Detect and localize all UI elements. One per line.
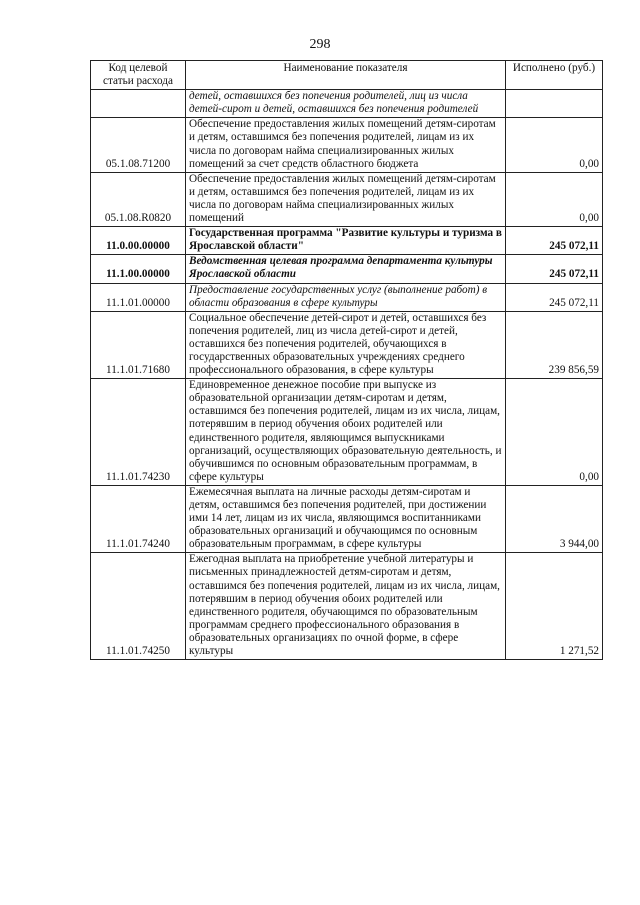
row-amount: 0,00 — [506, 379, 603, 486]
row-name: детей, оставшихся без попечения родителей, лиц из числа детей-сирот и детей, оставшихся без попечения родителей — [186, 90, 506, 118]
header-code: Код целевой статьи расхода — [91, 61, 186, 90]
table-row — [91, 255, 603, 283]
row-code: 05.1.08.71200 — [91, 118, 186, 172]
row-name: Ежемесячная выплата на личные расходы детям-сиротам и детям, оставшимся без попечения родителей, при достижении ими 14 лет, лицам из их числа, являющимся воспитанниками образовательных организаций и обучающимся по основным образовательным программам, в сфере культуры — [186, 485, 506, 552]
row-amount: 245 072,11 — [506, 283, 603, 311]
row-name: Обеспечение предоставления жилых помещений детям-сиротам и детям, оставшимся без попечения родителей, лицам из их числа по договорам найма специализированных жилых помещений за счет средств областного бюджета — [186, 118, 506, 172]
table-row — [91, 118, 603, 172]
row-code: 11.1.01.71680 — [91, 311, 186, 378]
row-amount: 0,00 — [506, 118, 603, 172]
row-name: Социальное обеспечение детей-сирот и детей, оставшихся без попечения родителей, лиц из числа детей-сирот и детей, оставшихся без попечения родителей, обучающихся в государственных образовательных учреждениях среднего профессионального образования, в сфере культуры — [186, 311, 506, 378]
row-code: 11.1.00.00000 — [91, 255, 186, 283]
table-row — [91, 553, 603, 660]
table-row — [91, 227, 603, 255]
row-amount: 245 072,11 — [506, 255, 603, 283]
row-amount: 245 072,11 — [506, 227, 603, 255]
row-amount: 239 856,59 — [506, 311, 603, 378]
row-name: Единовременное денежное пособие при выпуске из образовательной организации детям-сиротам и детям, оставшимся без попечения родителей, лицам из их числа, лицам, потерявшим в период обучения обоих родителей или единственного родителя, являющимся выпускниками организаций, осуществляющих образовательную деятельность, и обучившимся по основным образовательным программам, в сфере культуры — [186, 379, 506, 486]
row-code: 05.1.08.R0820 — [91, 172, 186, 226]
row-code: 11.1.01.00000 — [91, 283, 186, 311]
table-row — [91, 485, 603, 552]
header-amount: Исполнено (руб.) — [506, 61, 603, 90]
row-amount: 3 944,00 — [506, 485, 603, 552]
row-name: Ведомственная целевая программа департамента культуры Ярославской области — [186, 255, 506, 283]
table-row — [91, 172, 603, 226]
row-code — [91, 90, 186, 118]
row-code: 11.1.01.74240 — [91, 485, 186, 552]
table-row — [91, 379, 603, 486]
row-name: Обеспечение предоставления жилых помещений детям-сиротам и детям, оставшимся без попечения родителей, лицам из их числа по договорам найма специализированных жилых помещений — [186, 172, 506, 226]
header-name: Наименование показателя — [186, 61, 506, 90]
expenditure-table — [90, 60, 603, 660]
table-row — [91, 90, 603, 118]
row-amount — [506, 90, 603, 118]
row-code: 11.1.01.74250 — [91, 553, 186, 660]
table-row — [91, 311, 603, 378]
row-name: Предоставление государственных услуг (выполнение работ) в области образования в сфере культуры — [186, 283, 506, 311]
table-header-row — [91, 61, 603, 90]
row-amount: 0,00 — [506, 172, 603, 226]
row-code: 11.0.00.00000 — [91, 227, 186, 255]
row-amount: 1 271,52 — [506, 553, 603, 660]
row-name: Государственная программа "Развитие культуры и туризма в Ярославской области" — [186, 227, 506, 255]
page-number: 298 — [309, 37, 331, 52]
row-code: 11.1.01.74230 — [91, 379, 186, 486]
row-name: Ежегодная выплата на приобретение учебной литературы и письменных принадлежностей детям-сиротам и детям, оставшимся без попечения родителей, лицам из их числа, лицам, потерявшим в период обучения обоих родителей или единственного родителя, обучающимся по образовательным программам среднего профессионального образования в образовательных организациях по очной форме, в сфере культуры — [186, 553, 506, 660]
table-row — [91, 283, 603, 311]
